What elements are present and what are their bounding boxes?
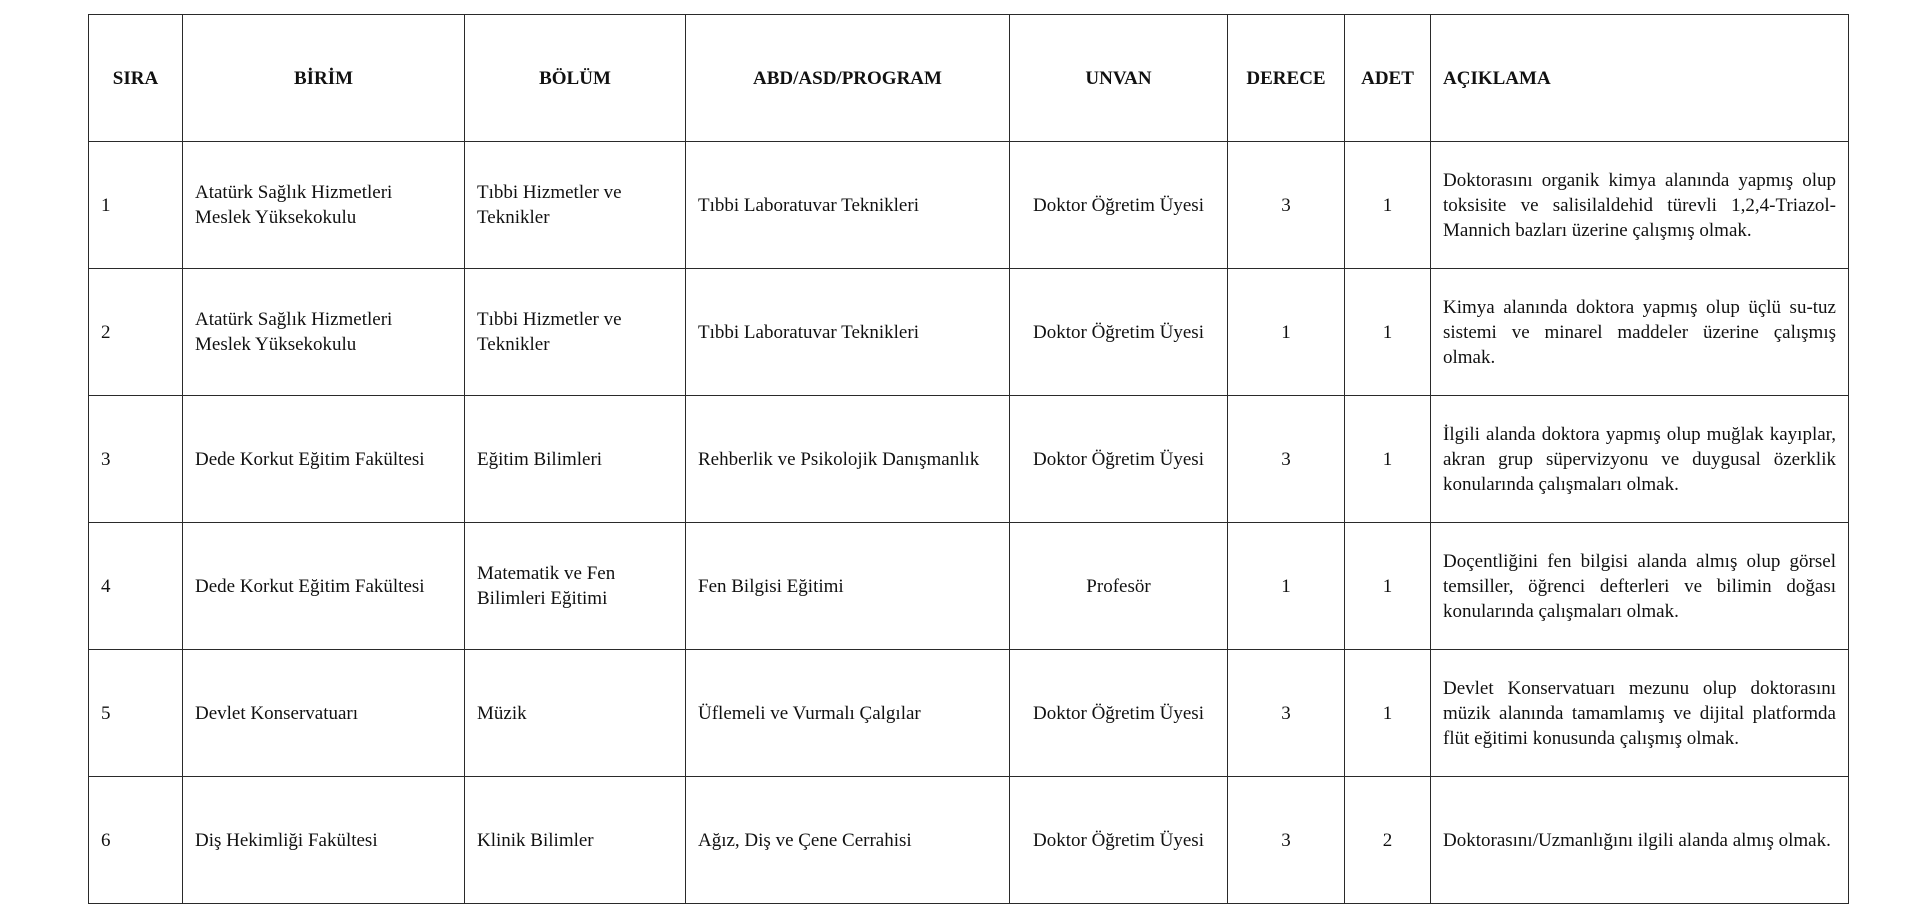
cell-birim: Atatürk Sağlık Hizmetleri Meslek Yüksekokulu	[183, 142, 465, 269]
cell-unvan: Profesör	[1010, 523, 1228, 650]
cell-program: Fen Bilgisi Eğitimi	[686, 523, 1010, 650]
cell-sira: 1	[89, 142, 183, 269]
table-header-row	[89, 15, 1849, 142]
cell-adet: 1	[1345, 523, 1431, 650]
cell-birim: Atatürk Sağlık Hizmetleri Meslek Yüksekokulu	[183, 269, 465, 396]
cell-birim: Dede Korkut Eğitim Fakültesi	[183, 396, 465, 523]
cell-derece: 3	[1228, 396, 1345, 523]
header-unvan: UNVAN	[1010, 15, 1228, 142]
cell-program: Tıbbi Laboratuvar Teknikleri	[686, 142, 1010, 269]
cell-program: Üflemeli ve Vurmalı Çalgılar	[686, 650, 1010, 777]
cell-program: Ağız, Diş ve Çene Cerrahisi	[686, 777, 1010, 904]
cell-aciklama: Doçentliğini fen bilgisi alanda almış olup görsel temsiller, öğrenci defterleri ve bilimin doğası konularında çalışmaları olmak.	[1431, 523, 1849, 650]
cell-adet: 1	[1345, 269, 1431, 396]
cell-birim: Dede Korkut Eğitim Fakültesi	[183, 523, 465, 650]
header-program: ABD/ASD/PROGRAM	[686, 15, 1010, 142]
cell-sira: 6	[89, 777, 183, 904]
table-row	[89, 650, 1849, 777]
header-derece: DERECE	[1228, 15, 1345, 142]
staff-positions-table	[88, 14, 1849, 904]
cell-bolum: Tıbbi Hizmetler ve Teknikler	[465, 269, 686, 396]
cell-adet: 1	[1345, 650, 1431, 777]
cell-program: Rehberlik ve Psikolojik Danışmanlık	[686, 396, 1010, 523]
cell-derece: 3	[1228, 650, 1345, 777]
cell-sira: 2	[89, 269, 183, 396]
header-sira: SIRA	[89, 15, 183, 142]
table-row	[89, 523, 1849, 650]
cell-aciklama: Kimya alanında doktora yapmış olup üçlü su-tuz sistemi ve minarel maddeler üzerine çalışmış olmak.	[1431, 269, 1849, 396]
cell-unvan: Doktor Öğretim Üyesi	[1010, 142, 1228, 269]
cell-bolum: Klinik Bilimler	[465, 777, 686, 904]
header-birim: BİRİM	[183, 15, 465, 142]
header-aciklama: AÇIKLAMA	[1431, 15, 1849, 142]
cell-derece: 3	[1228, 142, 1345, 269]
cell-adet: 1	[1345, 396, 1431, 523]
table-row	[89, 142, 1849, 269]
cell-aciklama: Doktorasını organik kimya alanında yapmış olup toksisite ve salisilaldehid türevli 1,2,4-Triazol-Mannich bazları üzerine çalışmış olmak.	[1431, 142, 1849, 269]
cell-unvan: Doktor Öğretim Üyesi	[1010, 269, 1228, 396]
cell-derece: 1	[1228, 523, 1345, 650]
cell-sira: 3	[89, 396, 183, 523]
table-row	[89, 396, 1849, 523]
cell-derece: 3	[1228, 777, 1345, 904]
cell-unvan: Doktor Öğretim Üyesi	[1010, 396, 1228, 523]
cell-bolum: Müzik	[465, 650, 686, 777]
header-adet: ADET	[1345, 15, 1431, 142]
header-bolum: BÖLÜM	[465, 15, 686, 142]
table-row	[89, 777, 1849, 904]
cell-birim: Diş Hekimliği Fakültesi	[183, 777, 465, 904]
table-row	[89, 269, 1849, 396]
cell-aciklama: İlgili alanda doktora yapmış olup muğlak kayıplar, akran grup süpervizyonu ve duygusal özerklik konularında çalışmaları olmak.	[1431, 396, 1849, 523]
cell-unvan: Doktor Öğretim Üyesi	[1010, 650, 1228, 777]
cell-program: Tıbbi Laboratuvar Teknikleri	[686, 269, 1010, 396]
cell-aciklama: Devlet Konservatuarı mezunu olup doktorasını müzik alanında tamamlamış ve dijital platformda flüt eğitimi konusunda çalışmış olmak.	[1431, 650, 1849, 777]
cell-bolum: Eğitim Bilimleri	[465, 396, 686, 523]
cell-adet: 2	[1345, 777, 1431, 904]
cell-sira: 5	[89, 650, 183, 777]
cell-unvan: Doktor Öğretim Üyesi	[1010, 777, 1228, 904]
cell-birim: Devlet Konservatuarı	[183, 650, 465, 777]
cell-bolum: Matematik ve Fen Bilimleri Eğitimi	[465, 523, 686, 650]
cell-sira: 4	[89, 523, 183, 650]
cell-adet: 1	[1345, 142, 1431, 269]
cell-derece: 1	[1228, 269, 1345, 396]
cell-aciklama: Doktorasını/Uzmanlığını ilgili alanda almış olmak.	[1431, 777, 1849, 904]
cell-bolum: Tıbbi Hizmetler ve Teknikler	[465, 142, 686, 269]
